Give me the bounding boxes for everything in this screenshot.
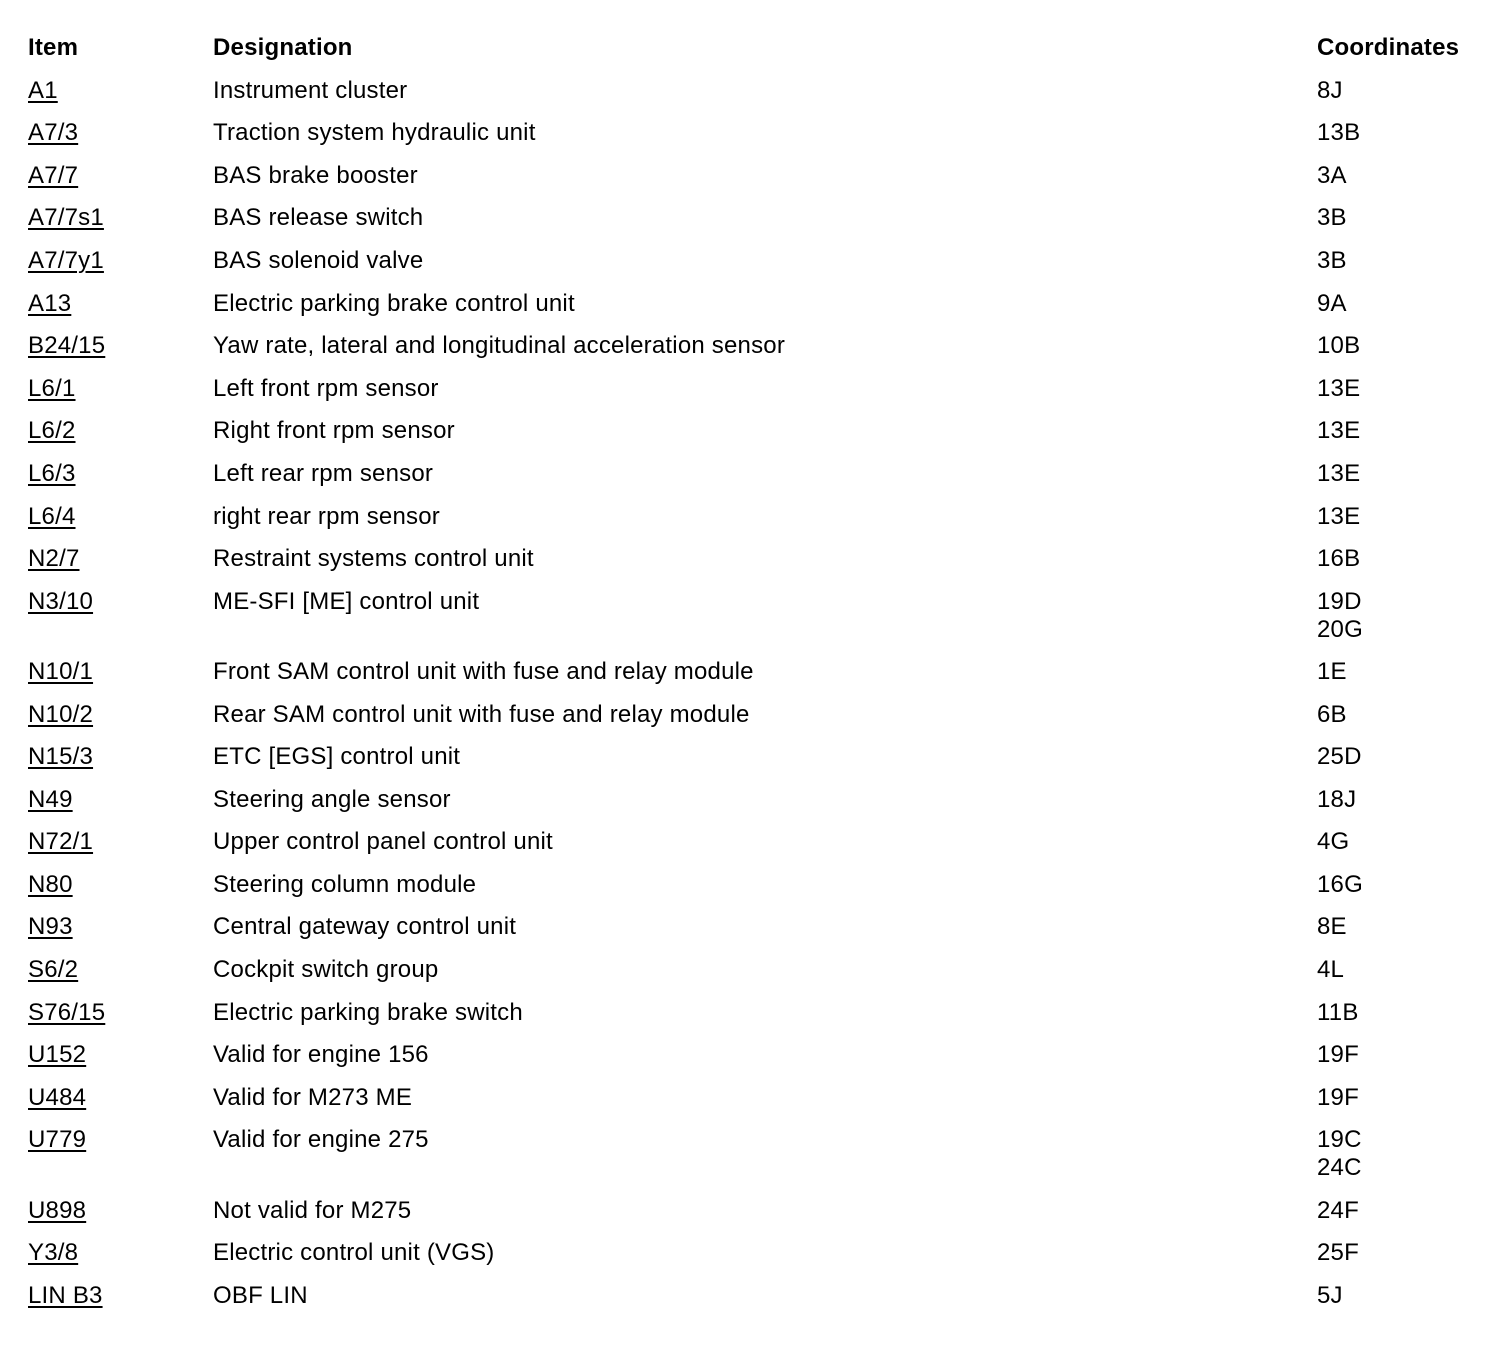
coordinates-cell — [1317, 658, 1347, 686]
table-row — [28, 1041, 1478, 1084]
designation-cell: ME-SFI [ME] control unit — [213, 587, 480, 615]
table-row — [28, 956, 1478, 999]
coordinate-value: 13E — [1317, 417, 1361, 445]
table-header — [28, 34, 1478, 77]
coordinate-value: 3B — [1317, 204, 1347, 232]
item-cell — [28, 247, 104, 275]
coordinates-cell — [1317, 871, 1363, 899]
coordinates-cell — [1317, 701, 1347, 729]
coordinate-value: 11B — [1317, 998, 1359, 1026]
item-link[interactable]: N2/7 — [28, 545, 80, 573]
item-cell — [28, 1126, 86, 1154]
coordinate-value: 19F — [1317, 1041, 1359, 1069]
coordinate-value: 19C — [1317, 1126, 1362, 1154]
designation-cell: Steering column module — [213, 870, 477, 898]
coordinates-cell — [1317, 332, 1360, 360]
coordinate-value: 6B — [1317, 700, 1347, 728]
table-row — [28, 588, 1478, 658]
table-row — [28, 119, 1478, 162]
coordinates-cell — [1317, 204, 1347, 232]
item-cell — [28, 658, 93, 686]
item-link[interactable]: A7/7 — [28, 161, 79, 189]
designation-cell: Right front rpm sensor — [213, 417, 455, 445]
table-row — [28, 1126, 1478, 1196]
item-cell — [28, 871, 73, 899]
table-row — [28, 658, 1478, 701]
component-legend-table — [28, 34, 1478, 1324]
item-link[interactable]: Y3/8 — [28, 1239, 79, 1267]
item-link[interactable]: A7/3 — [28, 119, 79, 147]
item-link[interactable]: U152 — [28, 1041, 87, 1069]
item-cell — [28, 204, 104, 232]
coordinates-cell — [1317, 828, 1349, 856]
item-cell — [28, 503, 76, 531]
coordinate-value: 5J — [1317, 1281, 1343, 1309]
designation-cell: Cockpit switch group — [213, 956, 439, 984]
item-link[interactable]: A7/7y1 — [28, 246, 104, 274]
designation-cell: Valid for M273 ME — [213, 1083, 413, 1111]
header-coordinates: Coordinates — [1317, 34, 1460, 61]
designation-cell: BAS solenoid valve — [213, 246, 424, 274]
designation-cell: Not valid for M275 — [213, 1196, 412, 1224]
item-cell — [28, 162, 78, 190]
designation-cell: OBF LIN — [213, 1281, 308, 1309]
table-row — [28, 871, 1478, 914]
item-link[interactable]: N80 — [28, 870, 73, 898]
item-link[interactable]: L6/3 — [28, 459, 76, 487]
designation-cell: Yaw rate, lateral and longitudinal acceleration sensor — [213, 332, 786, 360]
designation-cell: Central gateway control unit — [213, 913, 517, 941]
coordinate-value: 13B — [1317, 119, 1361, 147]
item-cell — [28, 743, 93, 771]
table-row — [28, 204, 1478, 247]
coordinate-value: 4G — [1317, 828, 1350, 856]
item-link[interactable]: U484 — [28, 1083, 87, 1111]
coordinate-value: 1E — [1317, 657, 1347, 685]
coordinates-cell — [1317, 290, 1347, 318]
coordinate-value: 8E — [1317, 913, 1347, 941]
item-cell — [28, 913, 73, 941]
designation-cell: Upper control panel control unit — [213, 828, 553, 856]
coordinates-cell — [1317, 1084, 1359, 1112]
coordinate-value: 8J — [1317, 76, 1343, 104]
item-cell — [28, 545, 80, 573]
table-row — [28, 545, 1478, 588]
item-cell — [28, 332, 105, 360]
item-link[interactable]: A7/7s1 — [28, 204, 104, 232]
coordinates-cell — [1317, 460, 1360, 488]
coordinates-cell — [1317, 999, 1359, 1027]
item-cell — [28, 77, 58, 105]
coordinates-cell — [1317, 1239, 1359, 1267]
header-designation: Designation — [213, 34, 353, 61]
item-link[interactable]: A1 — [28, 76, 58, 104]
item-link[interactable]: L6/2 — [28, 417, 76, 445]
item-cell — [28, 701, 93, 729]
item-link[interactable]: A13 — [28, 289, 72, 317]
item-link[interactable]: N93 — [28, 913, 73, 941]
item-link[interactable]: U779 — [28, 1126, 87, 1154]
item-cell — [28, 999, 105, 1027]
designation-cell: ETC [EGS] control unit — [213, 743, 461, 771]
coordinate-value: 4L — [1317, 956, 1345, 984]
coordinate-value: 16B — [1317, 545, 1361, 573]
coordinate-value: 9A — [1317, 289, 1347, 317]
item-link[interactable]: N10/2 — [28, 700, 94, 728]
coordinates-cell — [1317, 503, 1360, 531]
item-link[interactable]: S76/15 — [28, 998, 106, 1026]
coordinates-cell — [1317, 545, 1360, 573]
designation-cell: BAS release switch — [213, 204, 424, 232]
item-cell — [28, 290, 71, 318]
item-cell — [28, 375, 76, 403]
table-row — [28, 375, 1478, 418]
item-cell — [28, 956, 78, 984]
coordinates-cell — [1317, 956, 1344, 984]
coordinates-cell — [1317, 743, 1362, 771]
designation-cell: Left front rpm sensor — [213, 374, 439, 402]
coordinate-value: 20G — [1317, 615, 1363, 643]
coordinates-cell — [1317, 1126, 1362, 1182]
designation-cell: Electric parking brake switch — [213, 998, 523, 1026]
coordinates-cell — [1317, 913, 1347, 941]
item-link[interactable]: N15/3 — [28, 743, 94, 771]
coordinates-cell — [1317, 247, 1347, 275]
table-row — [28, 460, 1478, 503]
designation-cell: Electric parking brake control unit — [213, 289, 575, 317]
table-row — [28, 162, 1478, 205]
table-row — [28, 290, 1478, 333]
table-row — [28, 828, 1478, 871]
header-item: Item — [28, 34, 79, 61]
designation-cell: Left rear rpm sensor — [213, 459, 434, 487]
coordinate-value: 3B — [1317, 246, 1347, 274]
coordinate-value: 18J — [1317, 785, 1357, 813]
designation-cell: Electric control unit (VGS) — [213, 1239, 495, 1267]
item-link[interactable]: L6/1 — [28, 374, 76, 402]
table-body — [28, 77, 1478, 1325]
table-row — [28, 1197, 1478, 1240]
coordinates-cell — [1317, 786, 1356, 814]
table-row — [28, 332, 1478, 375]
coordinates-cell — [1317, 1282, 1343, 1310]
item-cell — [28, 1041, 86, 1069]
table-row — [28, 417, 1478, 460]
item-link[interactable]: N72/1 — [28, 828, 94, 856]
coordinate-value: 19D — [1317, 587, 1362, 615]
item-link[interactable]: B24/15 — [28, 332, 106, 360]
designation-cell: Valid for engine 275 — [213, 1126, 429, 1154]
coordinate-value: 13E — [1317, 502, 1361, 530]
item-cell — [28, 1197, 86, 1225]
designation-cell: BAS brake booster — [213, 161, 418, 189]
coordinates-cell — [1317, 588, 1363, 644]
coordinate-value: 19F — [1317, 1083, 1359, 1111]
coordinates-cell — [1317, 1041, 1359, 1069]
table-row — [28, 503, 1478, 546]
coordinates-cell — [1317, 77, 1343, 105]
designation-cell: Instrument cluster — [213, 76, 408, 104]
item-cell — [28, 828, 93, 856]
table-row — [28, 1084, 1478, 1127]
item-cell — [28, 588, 93, 616]
item-cell — [28, 417, 76, 445]
table-row — [28, 247, 1478, 290]
item-link[interactable]: L6/4 — [28, 502, 76, 530]
designation-cell: Rear SAM control unit with fuse and relay module — [213, 700, 750, 728]
coordinates-cell — [1317, 375, 1360, 403]
item-link[interactable]: U898 — [28, 1196, 87, 1224]
item-link[interactable]: S6/2 — [28, 956, 79, 984]
table-row — [28, 913, 1478, 956]
coordinate-value: 24F — [1317, 1196, 1359, 1224]
coordinates-cell — [1317, 119, 1360, 147]
designation-cell: Steering angle sensor — [213, 785, 451, 813]
table-row — [28, 999, 1478, 1042]
item-cell — [28, 1084, 86, 1112]
coordinates-cell — [1317, 417, 1360, 445]
table-row — [28, 743, 1478, 786]
coordinates-cell — [1317, 1197, 1359, 1225]
coordinates-cell — [1317, 162, 1347, 190]
table-row — [28, 1239, 1478, 1282]
designation-cell: Valid for engine 156 — [213, 1041, 429, 1069]
item-cell — [28, 786, 73, 814]
item-cell — [28, 1239, 78, 1267]
coordinate-value: 25F — [1317, 1239, 1359, 1267]
coordinate-value: 13E — [1317, 374, 1361, 402]
coordinate-value: 13E — [1317, 459, 1361, 487]
coordinate-value: 24C — [1317, 1154, 1362, 1182]
table-row — [28, 786, 1478, 829]
coordinate-value: 10B — [1317, 332, 1361, 360]
table-row — [28, 1282, 1478, 1325]
item-link[interactable]: N10/1 — [28, 657, 94, 685]
item-link[interactable]: N3/10 — [28, 587, 94, 615]
item-cell — [28, 460, 76, 488]
item-link[interactable]: LIN B3 — [28, 1281, 103, 1309]
designation-cell: Restraint systems control unit — [213, 545, 534, 573]
coordinate-value: 16G — [1317, 870, 1363, 898]
item-cell — [28, 1282, 103, 1310]
item-cell — [28, 119, 78, 147]
coordinate-value: 25D — [1317, 743, 1362, 771]
designation-cell: right rear rpm sensor — [213, 502, 440, 530]
table-row — [28, 77, 1478, 120]
coordinate-value: 3A — [1317, 161, 1347, 189]
item-link[interactable]: N49 — [28, 785, 73, 813]
designation-cell: Front SAM control unit with fuse and relay module — [213, 657, 754, 685]
table-row — [28, 701, 1478, 744]
designation-cell: Traction system hydraulic unit — [213, 119, 536, 147]
